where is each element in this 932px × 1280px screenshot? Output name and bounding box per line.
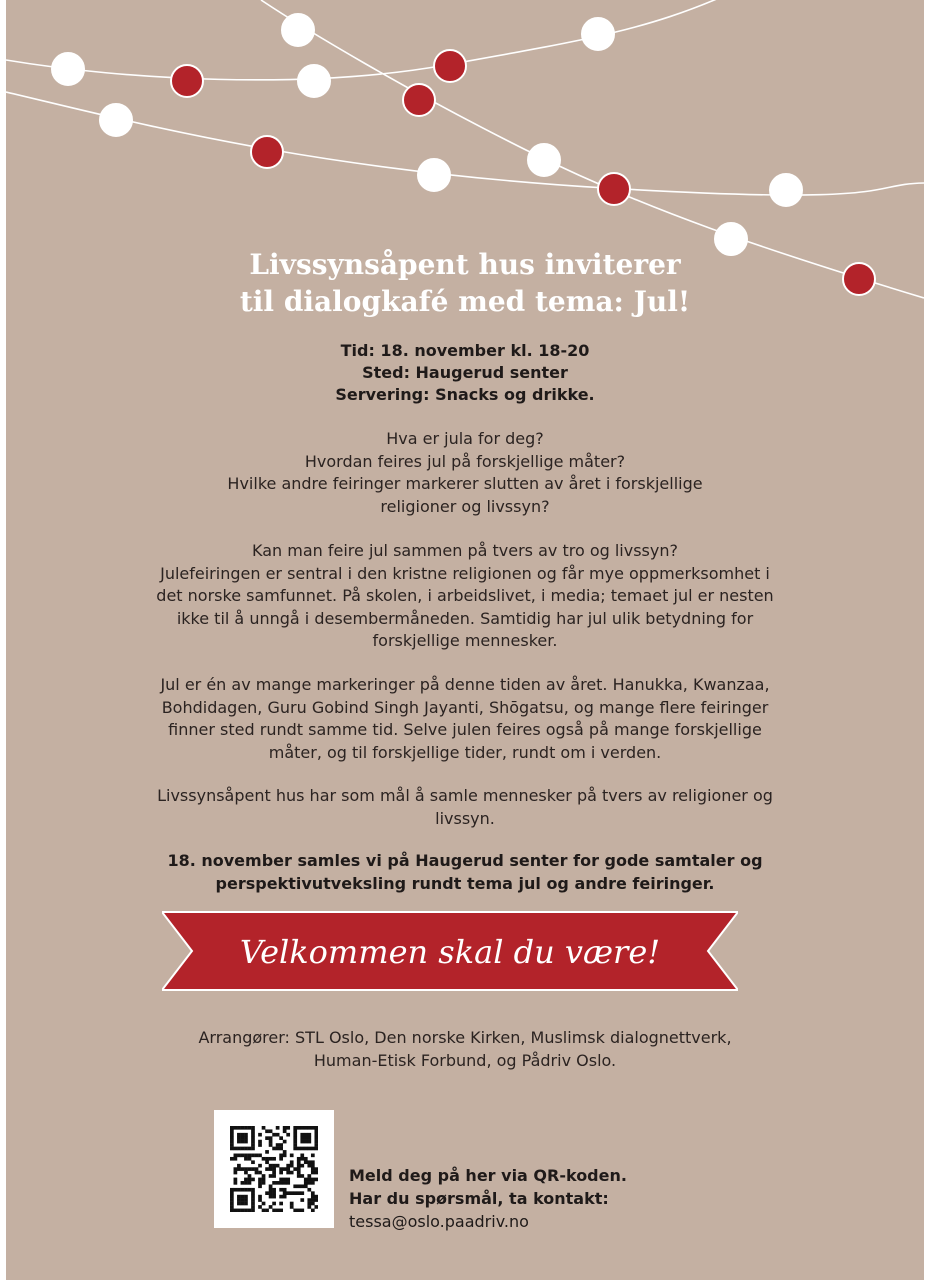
organizers-line: Arrangører: STL Oslo, Den norske Kirken, Muslimsk dialognettverk, [198,1028,732,1047]
organizers-line: Human-Etisk Forbund, og Pådriv Oslo. [313,1051,617,1070]
paragraph-christmas [106,540,824,653]
qr-code[interactable] [214,1110,334,1228]
questions-contact-text: Har du spørsmål, ta kontakt: [349,1189,609,1208]
contact-email[interactable]: tessa@oslo.paadriv.no [349,1212,529,1231]
paragraph-line: Livssynsåpent hus har som mål å samle mennesker på tvers av religioner og [157,786,773,805]
paragraph-line: livssyn. [435,808,495,828]
highlight-statement [66,850,864,895]
contact-info [349,1164,627,1233]
paragraph-line: det norske samfunnet. På skolen, i arbeidslivet, i media; temaet jul er nesten [156,586,774,605]
event-details [6,340,924,406]
paragraph-line: Jul er én av mange markeringer på denne tiden av året. Hanukka, Kwanzaa, [160,675,770,694]
question-line: religioner og livssyn? [380,496,550,516]
questions-block [106,428,824,518]
banner-text: Velkommen skal du være! [239,933,661,971]
welcome-banner [162,910,738,992]
flyer-page [6,0,924,1280]
paragraph-celebrations [106,674,824,764]
qr-code-icon [230,1126,318,1212]
paragraph-line: Julefeiringen er sentral i den kristne religionen og får mye oppmerksomhet i [160,563,770,583]
event-serving: Servering: Snacks og drikke. [335,385,595,404]
paragraph-line: Bohdidagen, Guru Gobind Singh Jayanti, Shōgatsu, og mange flere feiringer [161,697,769,717]
highlight-line: perspektivutveksling rundt tema jul og andre feiringer. [215,873,715,893]
event-place: Sted: Haugerud senter [362,363,568,382]
title-line-2: til dialogkafé med tema: Jul! [239,285,691,318]
paragraph-line: ikke til å unngå i desembermåneden. Samtidig har jul ulik betydning for [176,608,754,628]
invitation-title [6,246,924,320]
signup-text: Meld deg på her via QR-koden. [349,1166,627,1185]
paragraph-goal [106,785,824,830]
organizers [6,1026,924,1072]
question-line: Hvilke andre feiringer markerer slutten av året i forskjellige [227,474,703,493]
highlight-line: 18. november samles vi på Haugerud senter for gode samtaler og [167,851,763,870]
question-line: Hva er jula for deg? [386,429,544,448]
question-line: Hvordan feires jul på forskjellige måter? [304,451,626,471]
paragraph-line: Kan man feire jul sammen på tvers av tro og livssyn? [252,541,678,560]
paragraph-line: forskjellige mennesker. [372,631,558,650]
paragraph-line: måter, og til forskjellige tider, rundt om i verden. [268,742,662,762]
paragraph-line: finner sted rundt samme tid. Selve julen feires også på mange forskjellige [168,720,762,739]
title-line-1: Livssynsåpent hus inviterer [249,248,681,281]
event-time: Tid: 18. november kl. 18-20 [340,341,590,360]
